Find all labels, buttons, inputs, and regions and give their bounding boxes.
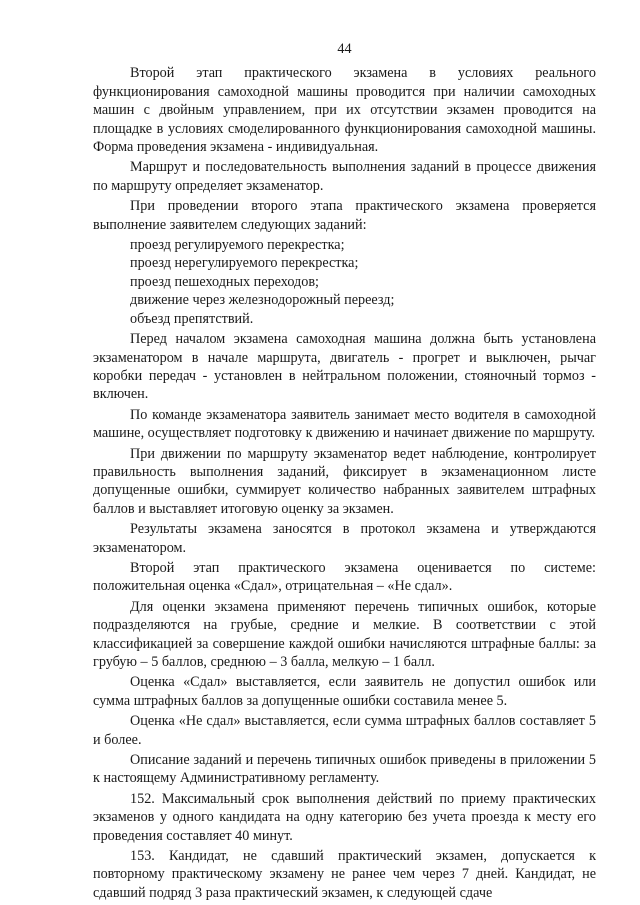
task-list-item: проезд пешеходных переходов; [130, 273, 319, 290]
paragraph-appendix: Описание заданий и перечень типичных ошибок приведены в приложении 5 к настоящему Административному регламенту. [93, 752, 596, 787]
paragraph-observation: При движении по маршруту экзаменатор ведет наблюдение, контролирует правильность выполнения заданий, фиксирует в экзаменационном листе допущенные ошибки, суммирует количество набранных заявителем штрафных баллов и выставляет итоговую оценку за экзамен. [93, 445, 596, 517]
task-list-item: проезд регулируемого перекрестка; [130, 237, 345, 254]
paragraph-results: Результаты экзамена заносятся в протокол экзамена и утверждаются экзаменатором. [93, 521, 596, 556]
paragraph-tasks-intro: При проведении второго этапа практического экзамена проверяется выполнение заявителем следующих заданий: [93, 198, 596, 233]
paragraph-route: Маршрут и последовательность выполнения заданий в процессе движения по маршруту определяет экзаменатор. [93, 159, 596, 194]
task-list [93, 236, 596, 328]
paragraph-stage-two: Второй этап практического экзамена в условиях реального функционирования самоходной машины проводится при наличии самоходных машин с двойным управлением, при их отсутствии экзамен проводится на площадке в условиях смоделированного функционирования самоходной машины. Форма проведения экзамена - индивидуальная. [93, 65, 596, 156]
paragraph-item-152: 152. Максимальный срок выполнения действий по приему практических экзаменов у одного кандидата на одну категорию без учета проезда к месту его проведения составляет 40 минут. [93, 790, 596, 844]
task-list-item: объезд препятствий. [130, 310, 254, 327]
page-number: 44 [337, 41, 352, 57]
task-list-item: проезд нерегулируемого перекрестка; [130, 255, 359, 272]
paragraph-fail: Оценка «Не сдал» выставляется, если сумма штрафных баллов составляет 5 и более. [93, 713, 596, 748]
document-page [93, 40, 596, 904]
paragraph-error-classes: Для оценки экзамена применяют перечень типичных ошибок, которые подразделяются на грубые, средние и мелкие. В соответствии с этой классификацией за совершение каждой ошибки начисляются штрафные баллы: за грубую – 5 баллов, среднюю – 3 балла, мелкую – 1 балл. [93, 598, 596, 670]
paragraph-grading-system: Второй этап практического экзамена оценивается по системе: положительная оценка «Сдал», отрицательная – «Не сдал». [93, 559, 596, 595]
paragraph-command: По команде экзаменатора заявитель занимает место водителя в самоходной машине, осуществляет подготовку к движению и начинает движение по маршруту. [93, 406, 596, 442]
paragraph-setup: Перед началом экзамена самоходная машина должна быть установлена экзаменатором в начале маршрута, двигатель - прогрет и выключен, рычаг коробки передач - установлен в нейтральном положении, стояночный тормоз - включен. [93, 331, 596, 403]
task-list-item: движение через железнодорожный переезд; [130, 292, 395, 309]
paragraph-pass: Оценка «Сдал» выставляется, если заявитель не допустил ошибок или сумма штрафных баллов за допущенные ошибки составила менее 5. [93, 674, 596, 709]
paragraph-item-153: 153. Кандидат, не сдавший практический экзамен, допускается к повторному практическому экзамену не ранее чем через 7 дней. Кандидат, не сдавший подряд 3 раза практический экзамен, к следующей сдаче [93, 848, 596, 901]
